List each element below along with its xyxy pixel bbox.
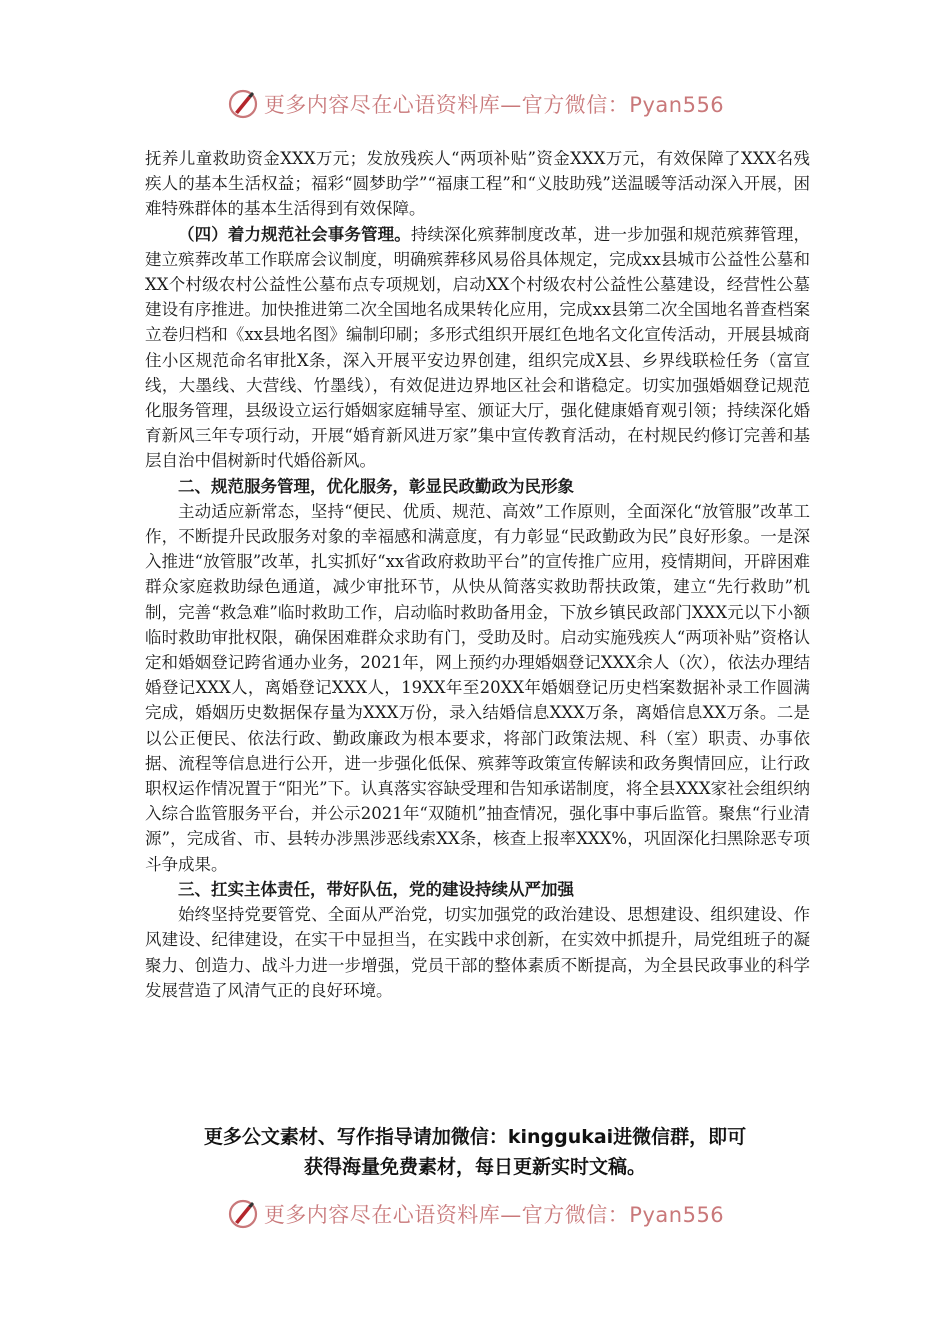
section-4-body: 持续深化殡葬制度改革，进一步加强和规范殡葬管理，建立殡葬改革工作联席会议制度，明确殡葬移风易俗具体规定，完成xx县城市公益性公墓和XX个村级农村公益性公墓布点专项规划，启动XX个村级农村公益性公墓建设，经营性公墓建设有序推进。加快推进第二次全国地名成果转化应用，完成xx县第二次全国地名普查档案立卷归档和《xx县地名图》编制印刷；多形式组织开展红色地名文化宣传活动，开展县城商住小区规范命名审批X条，深入开展平安边界创建，组织完成X县、乡界线联检任务（富宣线，大墨线、大营线、竹墨线），有效促进边界地区社会和谐稳定。切实加强婚姻登记规范化服务管理，县级设立运行婚姻家庭辅导室、颁证大厅，强化健康婚育观引领；持续深化婚育新风三年专项行动，开展“婚育新风进万家”集中宣传教育活动，在村规民约修订完善和基层自治中倡树新时代婚俗新风。 [145, 224, 811, 471]
paragraph-3: 主动适应新常态，坚持“便民、优质、规范、高效”工作原则，全面深化“放管服”改革工作，不断提升民政服务对象的幸福感和满意度，有力彰显“民政勤政为民”良好形象。一是深入推进“放管服”改革，扎实抓好“xx省政府救助平台”的宣传推广应用，疫情期间，开辟困难群众家庭救助绿色通道，减少审批环节，从快从简落实救助帮扶政策，建立“先行救助”机制，完善“救急难”临时救助工作，启动临时救助备用金，下放乡镇民政部门XXX元以下小额临时救助审批权限，确保困难群众求助有门，受助及时。启动实施残疾人“两项补贴”资格认定和婚姻登记跨省通办业务，2021年，网上预约办理婚姻登记XXX余人（次），依法办理结婚登记XXX人，离婚登记XXX人，19XX年至20XX年婚姻登记历史档案数据补录工作圆满完成，婚姻历史数据保存量为XXX万份，录入结婚信息XXX万条，离婚信息XX万条。二是以公正便民、依法行政、勤政廉政为根本要求，将部门政策法规、科（室）职责、办事依据、流程等信息进行公开，进一步强化低保、殡葬等政策宣传解读和政务舆情回应，让行政职权运作情况置于“阳光”下。认真落实容缺受理和告知承诺制度，将全县XXX家社会组织纳入综合监管服务平台，并公示2021年“双随机”抽查情况，强化事中事后监管。聚焦“行业清源”，完成省、市、县转办涉黑涉恶线索XX条，核查上报率XXX%，巩固深化扫黑除恶专项斗争成果。 [145, 501, 810, 874]
watermark-text: 更多内容尽在心语资料库—官方微信：Pyan556 [263, 93, 725, 117]
pen-circle-logo-icon [226, 1197, 260, 1231]
top-watermark-banner [0, 84, 950, 124]
heading-3: 三、扛实主体责任，带好队伍，党的建设持续从严加强 [178, 879, 574, 899]
promo-line-2: 获得海量免费素材，每日更新实时文稿。 [303, 1156, 646, 1178]
paragraph-2 [145, 222, 810, 474]
paragraph-4: 始终坚持党要管党、全面从严治党，切实加强党的政治建设、思想建设、组织建设、作风建设、纪律建设，在实干中显担当，在实践中求创新，在实效中抓提升，局党组班子的凝聚力、创造力、战斗力进一步增强，党员干部的整体素质不断提高，为全县民政事业的科学发展营造了风清气正的良好环境。 [145, 905, 810, 1000]
watermark-text: 更多内容尽在心语资料库—官方微信：Pyan556 [263, 1203, 725, 1227]
section-4-title: （四）着力规范社会事务管理。 [178, 224, 411, 244]
promo-line-1: 更多公文素材、写作指导请加微信：kinggukai进微信群，即可 [203, 1126, 747, 1148]
heading-2: 二、规范服务管理，优化服务，彰显民政勤政为民形象 [178, 476, 574, 496]
document-body [145, 146, 810, 1003]
bottom-watermark-banner [0, 1194, 950, 1234]
paragraph-1: 抚养儿童救助资金XXX万元；发放残疾人“两项补贴”资金XXX万元，有效保障了XXX名残疾人的基本生活权益；福彩“圆梦助学”“福康工程”和“义肢助残”送温暖等活动深入开展，困难特殊群体的基本生活得到有效保障。 [145, 149, 810, 219]
pen-circle-logo-icon [226, 87, 260, 121]
promo-block [120, 1122, 830, 1182]
